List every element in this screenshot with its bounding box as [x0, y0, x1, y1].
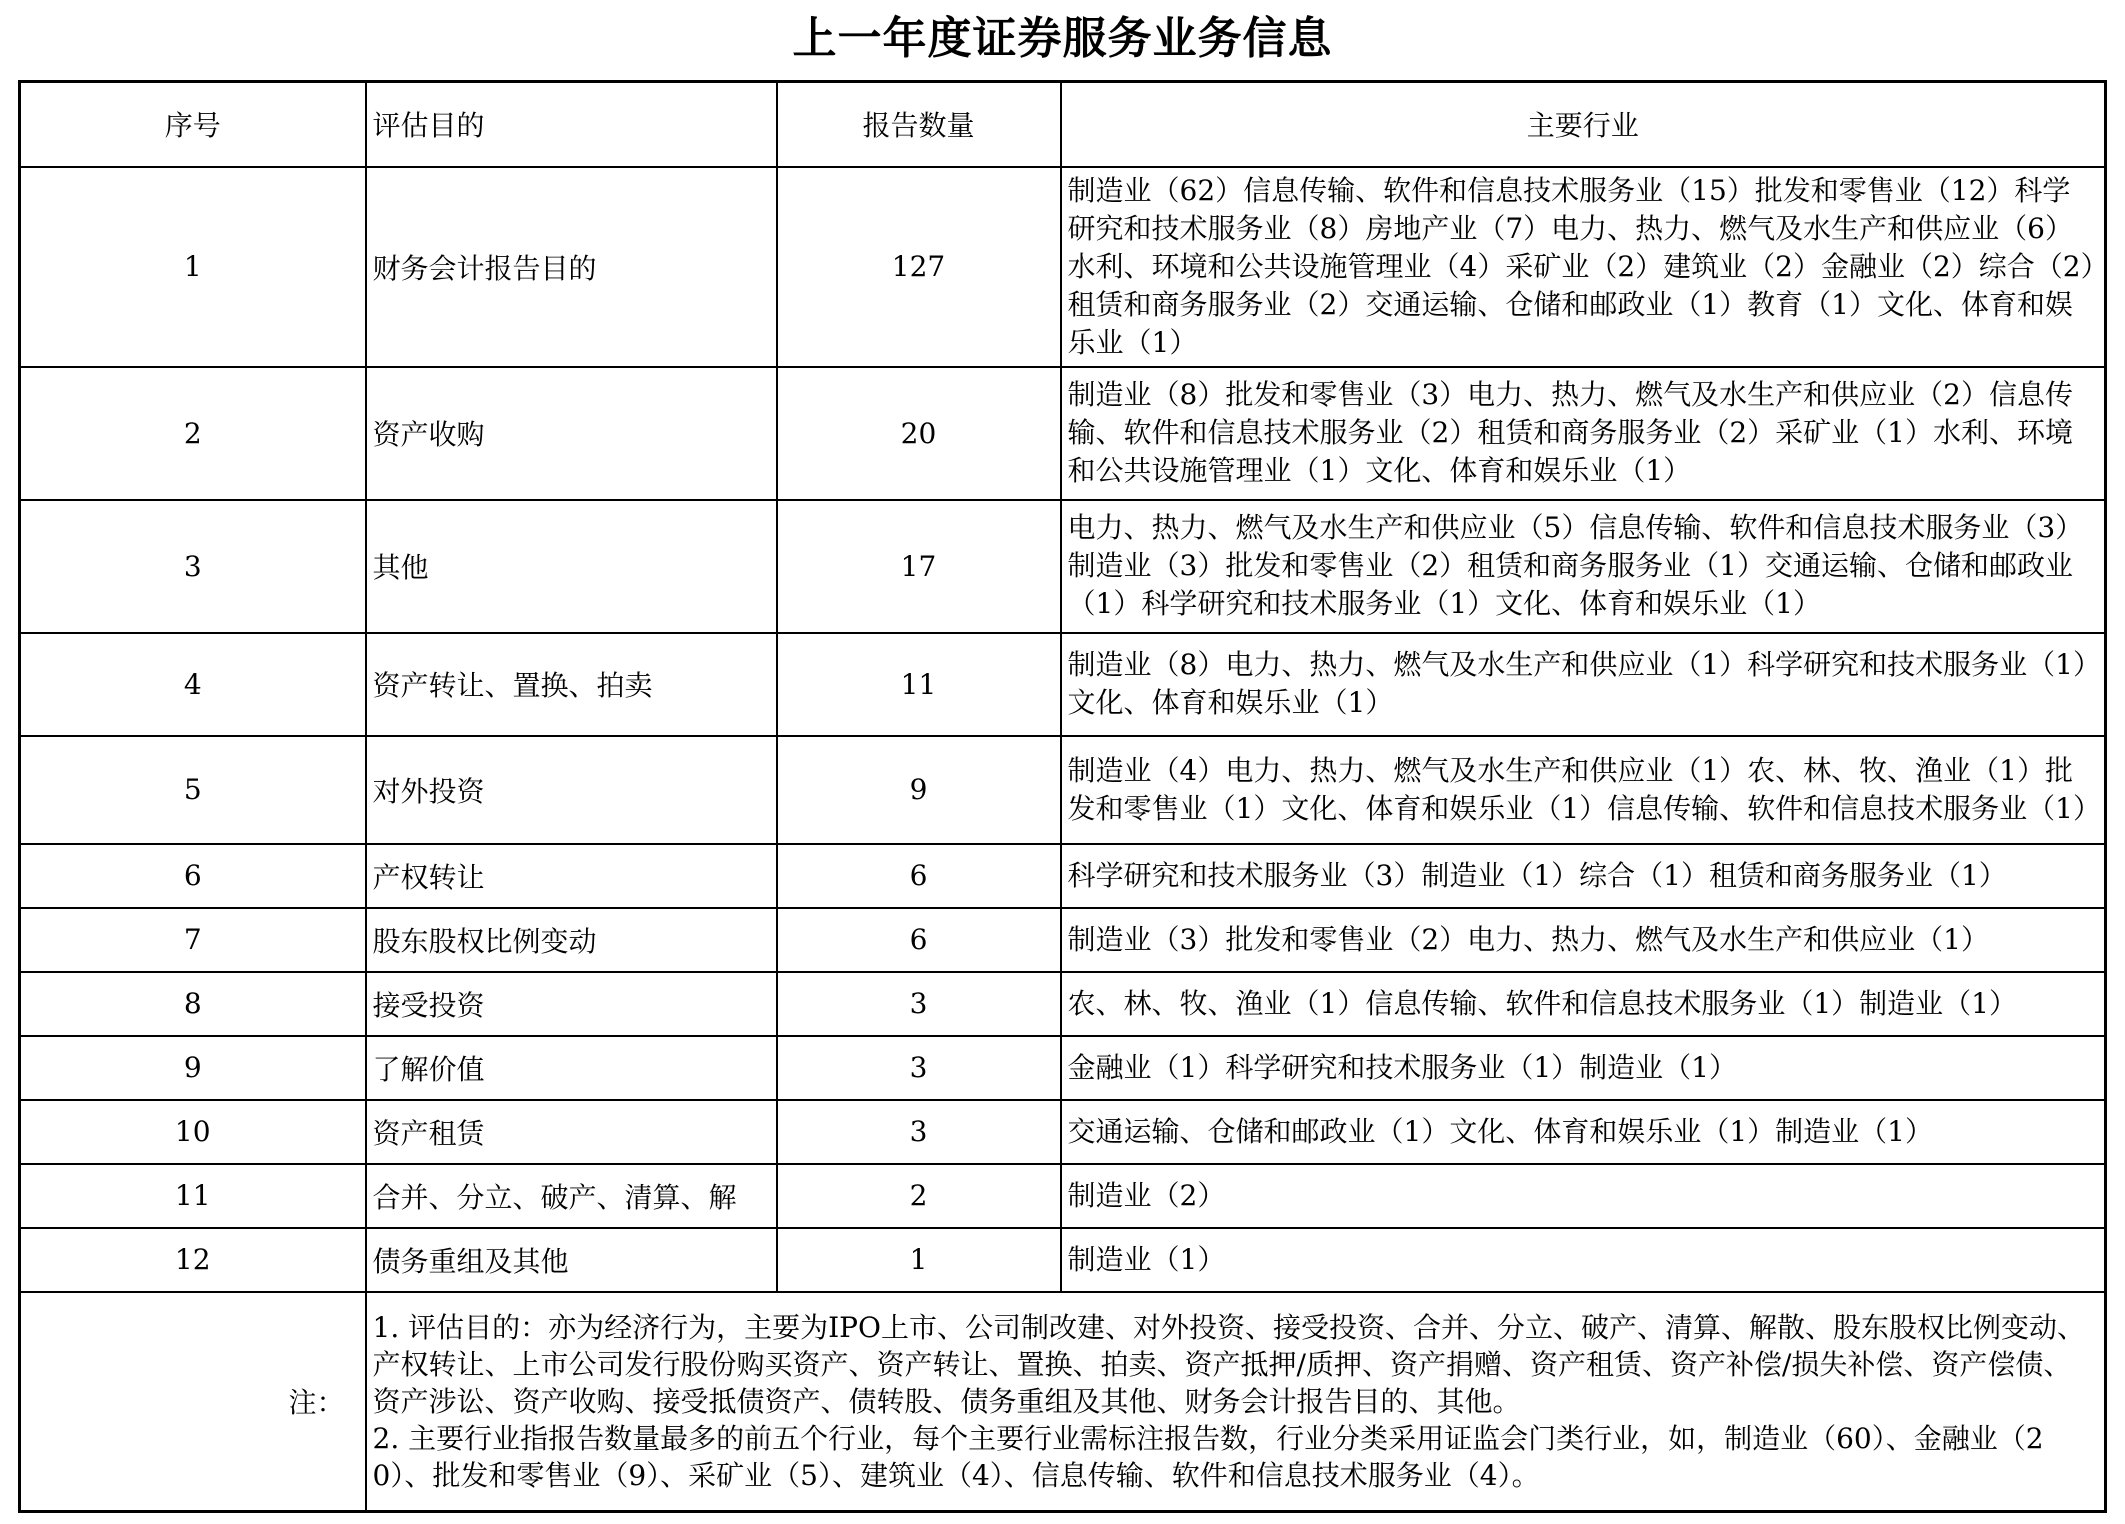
- row-purpose: 股东股权比例变动: [366, 908, 777, 972]
- row-index: 5: [20, 736, 366, 844]
- row-purpose: 产权转让: [366, 844, 777, 908]
- notes-row: [20, 1292, 2106, 1512]
- row-index: 2: [20, 367, 366, 500]
- row-count: 3: [777, 972, 1061, 1036]
- notes-label: 注：: [20, 1292, 366, 1512]
- row-index: 11: [20, 1164, 366, 1228]
- row-industry: 制造业（3）批发和零售业（2）电力、热力、燃气及水生产和供应业（1）: [1061, 908, 2106, 972]
- row-purpose: 其他: [366, 500, 777, 633]
- row-industry: 制造业（8）批发和零售业（3）电力、热力、燃气及水生产和供应业（2）信息传输、软件和信息技术服务业（2）租赁和商务服务业（2）采矿业（1）水利、环境和公共设施管理业（1）文化、体育和娱乐业（1）: [1061, 367, 2106, 500]
- row-count: 17: [777, 500, 1061, 633]
- row-index: 12: [20, 1228, 366, 1292]
- table-row: [20, 908, 2106, 972]
- row-count: 127: [777, 167, 1061, 367]
- header-purpose: 评估目的: [366, 82, 777, 167]
- note-item: 2. 主要行业指报告数量最多的前五个行业，每个主要行业需标注报告数，行业分类采用证监会门类行业，如，制造业（60）、金融业（20）、批发和零售业（9）、采矿业（5）、建筑业（4）、信息传输、软件和信息技术服务业（4）。: [372, 1421, 2044, 1492]
- table-row: [20, 1164, 2106, 1228]
- row-count: 1: [777, 1228, 1061, 1292]
- header-industry: 主要行业: [1061, 82, 2106, 167]
- row-index: 4: [20, 633, 366, 736]
- table-row: [20, 1036, 2106, 1100]
- row-count: 3: [777, 1100, 1061, 1164]
- table-row: [20, 1228, 2106, 1292]
- securities-service-table: [18, 80, 2107, 1513]
- table-row: [20, 500, 2106, 633]
- row-count: 20: [777, 367, 1061, 500]
- table-row: [20, 736, 2106, 844]
- table-row: [20, 972, 2106, 1036]
- row-purpose: 了解价值: [366, 1036, 777, 1100]
- row-count: 6: [777, 844, 1061, 908]
- row-industry: 交通运输、仓储和邮政业（1）文化、体育和娱乐业（1）制造业（1）: [1061, 1100, 2106, 1164]
- header-count: 报告数量: [777, 82, 1061, 167]
- header-index: 序号: [20, 82, 366, 167]
- row-index: 3: [20, 500, 366, 633]
- row-index: 10: [20, 1100, 366, 1164]
- row-count: 2: [777, 1164, 1061, 1228]
- row-industry: 制造业（1）: [1061, 1228, 2106, 1292]
- notes-content: [366, 1292, 2106, 1512]
- row-count: 11: [777, 633, 1061, 736]
- table-row: [20, 367, 2106, 500]
- row-industry: 制造业（2）: [1061, 1164, 2106, 1228]
- row-index: 8: [20, 972, 366, 1036]
- row-purpose: 债务重组及其他: [366, 1228, 777, 1292]
- row-purpose: 资产收购: [366, 367, 777, 500]
- table-row: [20, 167, 2106, 367]
- row-industry: 科学研究和技术服务业（3）制造业（1）综合（1）租赁和商务服务业（1）: [1061, 844, 2106, 908]
- row-purpose: 对外投资: [366, 736, 777, 844]
- row-industry: 制造业（8）电力、热力、燃气及水生产和供应业（1）科学研究和技术服务业（1）文化、体育和娱乐业（1）: [1061, 633, 2106, 736]
- page-title: 上一年度证券服务业务信息: [792, 13, 1333, 64]
- row-index: 1: [20, 167, 366, 367]
- row-index: 7: [20, 908, 366, 972]
- row-count: 6: [777, 908, 1061, 972]
- row-purpose: 资产租赁: [366, 1100, 777, 1164]
- row-index: 9: [20, 1036, 366, 1100]
- row-purpose: 资产转让、置换、拍卖: [366, 633, 777, 736]
- table-row: [20, 844, 2106, 908]
- header-row: [20, 82, 2106, 167]
- row-purpose: 合并、分立、破产、清算、解: [366, 1164, 777, 1228]
- table-row: [20, 633, 2106, 736]
- row-industry: 金融业（1）科学研究和技术服务业（1）制造业（1）: [1061, 1036, 2106, 1100]
- row-count: 9: [777, 736, 1061, 844]
- note-item: 1. 评估目的：亦为经济行为，主要为IPO上市、公司制改建、对外投资、接受投资、合并、分立、破产、清算、解散、股东股权比例变动、产权转让、上市公司发行股份购买资产、资产转让、置换、拍卖、资产抵押/质押、资产捐赠、资产租赁、资产补偿/损失补偿、资产偿债、资产涉讼、资产收购、接受抵债资产、债转股、债务重组及其他、财务会计报告目的、其他。: [372, 1310, 2085, 1418]
- row-industry: 电力、热力、燃气及水生产和供应业（5）信息传输、软件和信息技术服务业（3）制造业（3）批发和零售业（2）租赁和商务服务业（1）交通运输、仓储和邮政业（1）科学研究和技术服务业（1）文化、体育和娱乐业（1）: [1061, 500, 2106, 633]
- row-industry: 制造业（62）信息传输、软件和信息技术服务业（15）批发和零售业（12）科学研究和技术服务业（8）房地产业（7）电力、热力、燃气及水生产和供应业（6）水利、环境和公共设施管理业（4）采矿业（2）建筑业（2）金融业（2）综合（2）租赁和商务服务业（2）交通运输、仓储和邮政业（1）教育（1）文化、体育和娱乐业（1）: [1061, 167, 2106, 367]
- row-count: 3: [777, 1036, 1061, 1100]
- row-purpose: 接受投资: [366, 972, 777, 1036]
- row-industry: 农、林、牧、渔业（1）信息传输、软件和信息技术服务业（1）制造业（1）: [1061, 972, 2106, 1036]
- row-industry: 制造业（4）电力、热力、燃气及水生产和供应业（1）农、林、牧、渔业（1）批发和零售业（1）文化、体育和娱乐业（1）信息传输、软件和信息技术服务业（1）: [1061, 736, 2106, 844]
- row-index: 6: [20, 844, 366, 908]
- table-row: [20, 1100, 2106, 1164]
- row-purpose: 财务会计报告目的: [366, 167, 777, 367]
